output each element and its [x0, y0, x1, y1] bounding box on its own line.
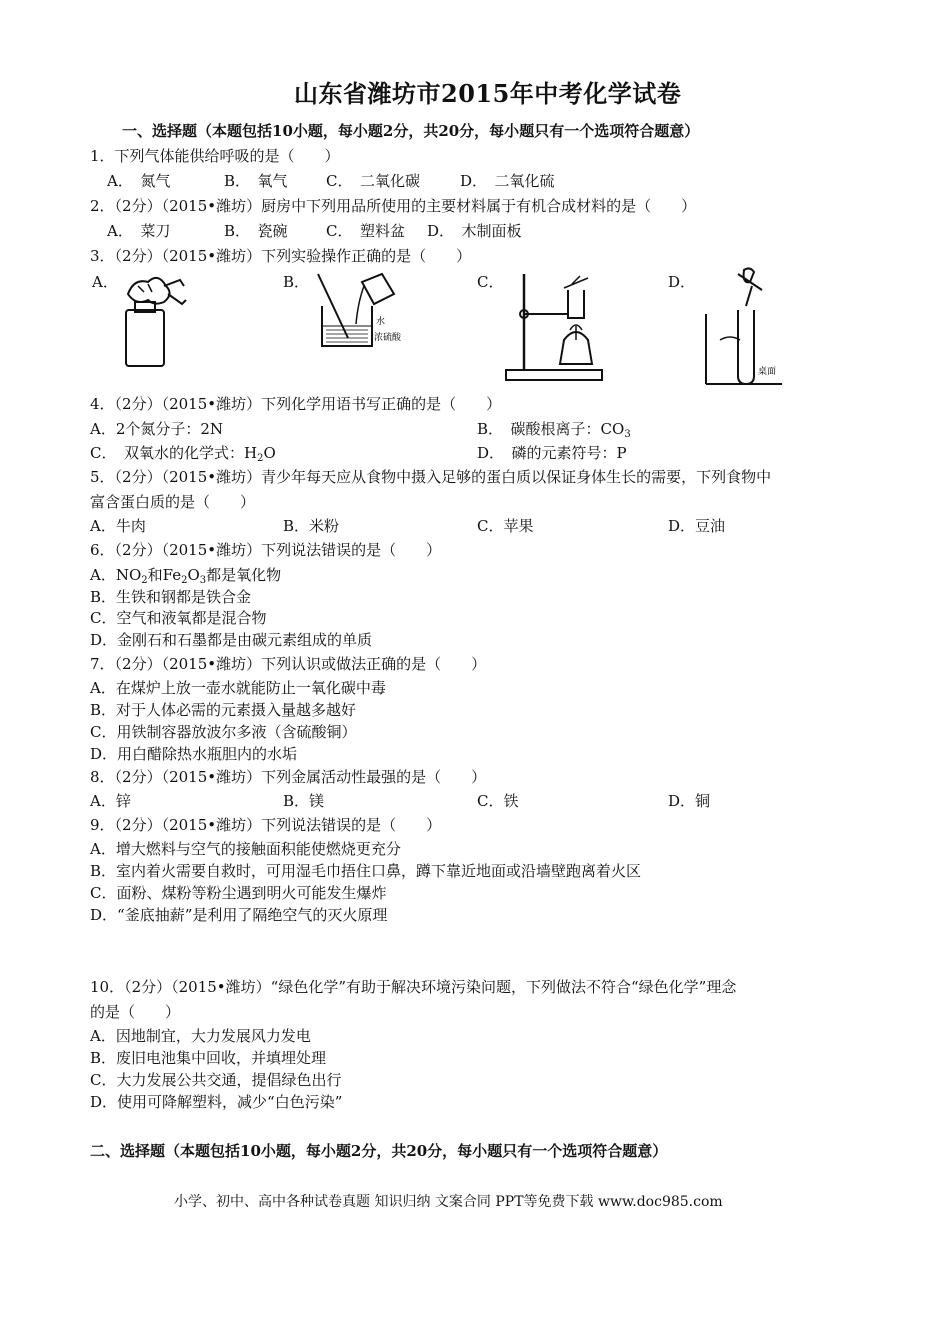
question-10-option-a: A．因地制宜，大力发展风力发电	[90, 1027, 311, 1045]
page-footer: 小学、初中、高中各种试卷真题 知识归纳 文案合同 PPT等免费下载 www.doc985.com	[174, 1194, 723, 1210]
question-2-option-d: D． 木制面板	[427, 222, 522, 240]
question-7-option-c: C．用铁制容器放波尔多液（含硫酸铜）	[90, 723, 357, 741]
question-6-option-a: A．$NO_2$和$Fe_2O_3$都是氧化物	[90, 566, 282, 586]
question-5-stem-line-2: 富含蛋白质的是（ ）	[90, 493, 256, 511]
question-4-option-d: D． 磷的元素符号：P	[477, 444, 627, 462]
question-4-option-c: C． 双氧水的化学式：$H_2O$	[90, 444, 276, 464]
question-9-option-c: C．面粉、煤粉等粉尘遇到明火可能发生爆炸	[90, 884, 387, 902]
question-3-stem: 3．（2分）（2015•潍坊）下列实验操作正确的是（ ）	[90, 247, 472, 265]
question-1-option-c: C． 二氧化碳	[326, 172, 420, 190]
question-8-option-b: B．镁	[283, 792, 325, 810]
question-5-option-a: A．牛肉	[90, 517, 146, 535]
question-10-stem-line-2: 的是（ ）	[90, 1003, 181, 1021]
question-7-option-d: D．用白醋除热水瓶胆内的水垢	[90, 745, 298, 763]
question-4-option-a: A．2个氮分子：2N	[90, 420, 224, 438]
page-title: 山东省潍坊市2015年中考化学试卷	[294, 79, 682, 108]
question-1-option-d: D． 二氧化硫	[460, 172, 555, 190]
question-3-option-c: C．	[477, 273, 504, 291]
figure-3d-test-tube-icon	[700, 266, 790, 390]
figure-3b-label-acid: 浓硫酸	[374, 333, 402, 343]
figure-3d-label-desk: 桌面	[758, 367, 777, 377]
question-10-stem-line-1: 10．（2分）（2015•潍坊）“绿色化学”有助于解决环境污染问题，下列做法不符合“绿色化学”理念	[90, 978, 737, 996]
question-6-stem: 6．（2分）（2015•潍坊）下列说法错误的是（ ）	[90, 541, 442, 559]
figure-3b-label-water: 水	[376, 317, 386, 327]
question-5-option-c: C．苹果	[477, 517, 534, 535]
question-2-option-c: C． 塑料盆	[326, 222, 405, 240]
question-2-stem: 2．（2分）（2015•潍坊）厨房中下列用品所使用的主要材料属于有机合成材料的是（ ）	[90, 197, 697, 215]
question-8-option-a: A．锌	[90, 792, 131, 810]
question-5-stem-line-1: 5．（2分）（2015•潍坊）青少年每天应从食物中摄入足够的蛋白质以保证身体生长的需要，下列食物中	[90, 468, 772, 486]
question-7-option-b: B．对于人体必需的元素摄入量越多越好	[90, 701, 357, 719]
question-6-option-d: D．金刚石和石墨都是由碳元素组成的单质	[90, 631, 373, 649]
question-3-option-b: B．	[283, 273, 310, 291]
figure-3b-beaker-icon	[308, 268, 418, 352]
question-1-stem: 1．下列气体能供给呼吸的是（ ）	[90, 147, 340, 165]
question-7-option-a: A．在煤炉上放一壶水就能防止一氧化碳中毒	[90, 679, 386, 697]
figure-3a-bottle-icon	[118, 272, 198, 370]
question-6-option-c: C．空气和液氧都是混合物	[90, 609, 267, 627]
question-9-option-d: D．“釜底抽薪”是利用了隔绝空气的灭火原理	[90, 906, 388, 924]
question-2-option-a: A． 菜刀	[107, 222, 171, 240]
question-3-option-d: D．	[668, 273, 696, 291]
question-5-option-b: B．米粉	[283, 517, 340, 535]
question-6-option-b: B．生铁和钢都是铁合金	[90, 588, 252, 606]
section-1-heading: 一、选择题（本题包括10小题，每小题2分，共20分，每小题只有一个选项符合题意）	[122, 122, 700, 140]
question-8-stem: 8．（2分）（2015•潍坊）下列金属活动性最强的是（ ）	[90, 768, 487, 786]
question-7-stem: 7．（2分）（2015•潍坊）下列认识或做法正确的是（ ）	[90, 655, 487, 673]
question-8-option-d: D．铜	[668, 792, 711, 810]
question-10-option-b: B．废旧电池集中回收，并填埋处理	[90, 1049, 327, 1067]
section-2-heading: 二、选择题（本题包括10小题，每小题2分，共20分，每小题只有一个选项符合题意）	[90, 1142, 668, 1160]
question-8-option-c: C．铁	[477, 792, 519, 810]
question-1-option-b: B． 氧气	[224, 172, 288, 190]
question-9-option-b: B．室内着火需要自救时，可用湿毛巾捂住口鼻，蹲下靠近地面或沿墙壁跑离着火区	[90, 862, 642, 880]
question-1-option-a: A． 氮气	[107, 172, 171, 190]
question-10-option-d: D．使用可降解塑料，减少“白色污染”	[90, 1093, 343, 1111]
question-2-option-b: B． 瓷碗	[224, 222, 288, 240]
question-3-option-a: A．	[92, 273, 118, 291]
question-9-stem: 9．（2分）（2015•潍坊）下列说法错误的是（ ）	[90, 816, 442, 834]
question-4-stem: 4．（2分）（2015•潍坊）下列化学用语书写正确的是（ ）	[90, 395, 502, 413]
question-4-option-b: B． 碳酸根离子：$CO_3$	[477, 420, 631, 440]
question-9-option-a: A．增大燃料与空气的接触面积能使燃烧更充分	[90, 840, 401, 858]
question-5-option-d: D．豆油	[668, 517, 726, 535]
figure-3c-iron-stand-icon	[498, 270, 608, 382]
question-10-option-c: C．大力发展公共交通，提倡绿色出行	[90, 1071, 342, 1089]
